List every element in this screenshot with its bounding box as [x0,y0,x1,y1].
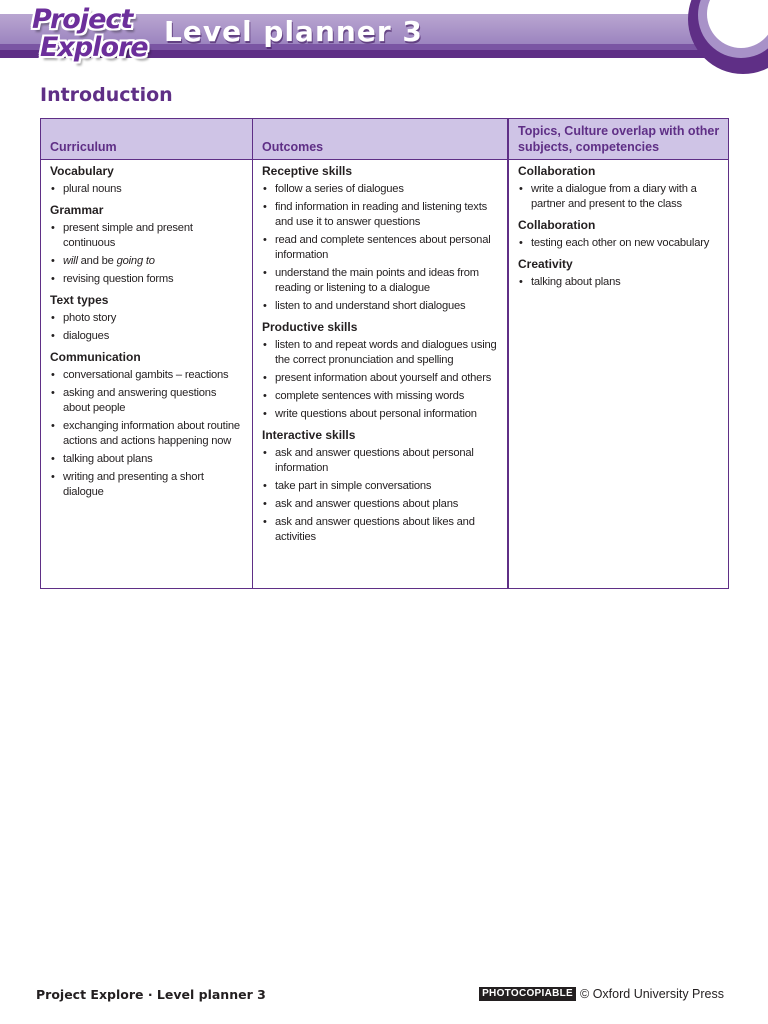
receptive-skills-list [262,182,499,314]
text-types-title: Text types [50,293,109,307]
logo-line-explore: Explore [40,32,148,63]
outcomes-cell [253,160,509,588]
footer-copyright [479,987,724,1001]
receptive-skills-group [262,164,499,314]
list-item: • plural nouns [50,182,244,197]
column-header-topics: Topics, Culture overlap with other subjects, competencies [518,124,720,154]
grammar-will: will [63,255,78,267]
list-item: • ask and answer questions about personal information [262,446,499,476]
list-item: • follow a series of dialogues [262,182,499,197]
table-body-row [41,160,728,588]
productive-skills-title: Productive skills [262,320,358,334]
project-explore-logo [30,4,148,70]
vocabulary-title: Vocabulary [50,164,114,178]
creativity-list [518,275,720,290]
creativity-title: Creativity [518,257,573,271]
list-item: • dialogues [50,329,244,344]
list-item: • revising question forms [50,272,244,287]
collaboration-group-1 [518,164,720,212]
productive-skills-group [262,320,499,422]
section-heading: Introduction [40,84,173,106]
list-item: • talking about plans [518,275,720,290]
interactive-skills-group [262,428,499,545]
grammar-list [50,221,244,287]
copyright-text: © Oxford University Press [580,987,724,1001]
list-item: • write a dialogue from a diary with a partner and present to the class [518,182,720,212]
text-types-group [50,293,244,344]
photocopiable-badge: PHOTOCOPIABLE [479,987,576,1001]
list-item: • present simple and present continuous [50,221,244,251]
grammar-title: Grammar [50,203,104,217]
list-item: • asking and answering questions about people [50,386,244,416]
vocabulary-group [50,164,244,197]
interactive-skills-title: Interactive skills [262,428,356,442]
list-item: • photo story [50,311,244,326]
list-item: • talking about plans [50,452,244,467]
list-item: • present information about yourself and others [262,371,499,386]
communication-list [50,368,244,500]
list-item: • ask and answer questions about plans [262,497,499,512]
collaboration-group-2 [518,218,720,251]
vocabulary-list [50,182,244,197]
list-item: • complete sentences with missing words [262,389,499,404]
list-item: • listen to and understand short dialogues [262,299,499,314]
table-header-row [41,119,728,160]
collaboration-list-2 [518,236,720,251]
list-item: • find information in reading and listening texts and use it to answer questions [262,200,499,230]
list-item: • take part in simple conversations [262,479,499,494]
text-types-list [50,311,244,344]
grammar-and-be: and be [77,255,117,267]
column-header-curriculum: Curriculum [41,119,253,159]
footer-title: Project Explore · Level planner 3 [36,987,266,1002]
list-item: • read and complete sentences about personal information [262,233,499,263]
creativity-group [518,257,720,290]
list-item: • understand the main points and ideas from reading or listening to a dialogue [262,266,499,296]
grammar-going-to: going to [116,255,155,267]
communication-title: Communication [50,350,141,364]
receptive-skills-title: Receptive skills [262,164,353,178]
list-item: • testing each other on new vocabulary [518,236,720,251]
list-item: • writing and presenting a short dialogue [50,470,244,500]
grammar-group [50,203,244,287]
list-item: • exchanging information about routine actions and actions happening now [50,419,244,449]
collaboration-title-2: Collaboration [518,218,596,232]
column-header-outcomes: Outcomes [253,119,509,159]
interactive-skills-list [262,446,499,545]
list-item: • write questions about personal information [262,407,499,422]
logo-line-project: Project [32,4,133,35]
communication-group [50,350,244,500]
topics-cell [509,160,728,588]
corner-circle-decoration [688,0,768,74]
list-item [50,254,244,269]
productive-skills-list [262,338,499,422]
collaboration-list-1 [518,182,720,212]
planner-table [40,118,729,589]
curriculum-cell [41,160,253,588]
list-item: • listen to and repeat words and dialogues using the correct pronunciation and spelling [262,338,499,368]
list-item: • conversational gambits – reactions [50,368,244,383]
page-title: Level planner 3 [164,15,423,48]
list-item: • ask and answer questions about likes and activities [262,515,499,545]
collaboration-title-1: Collaboration [518,164,596,178]
